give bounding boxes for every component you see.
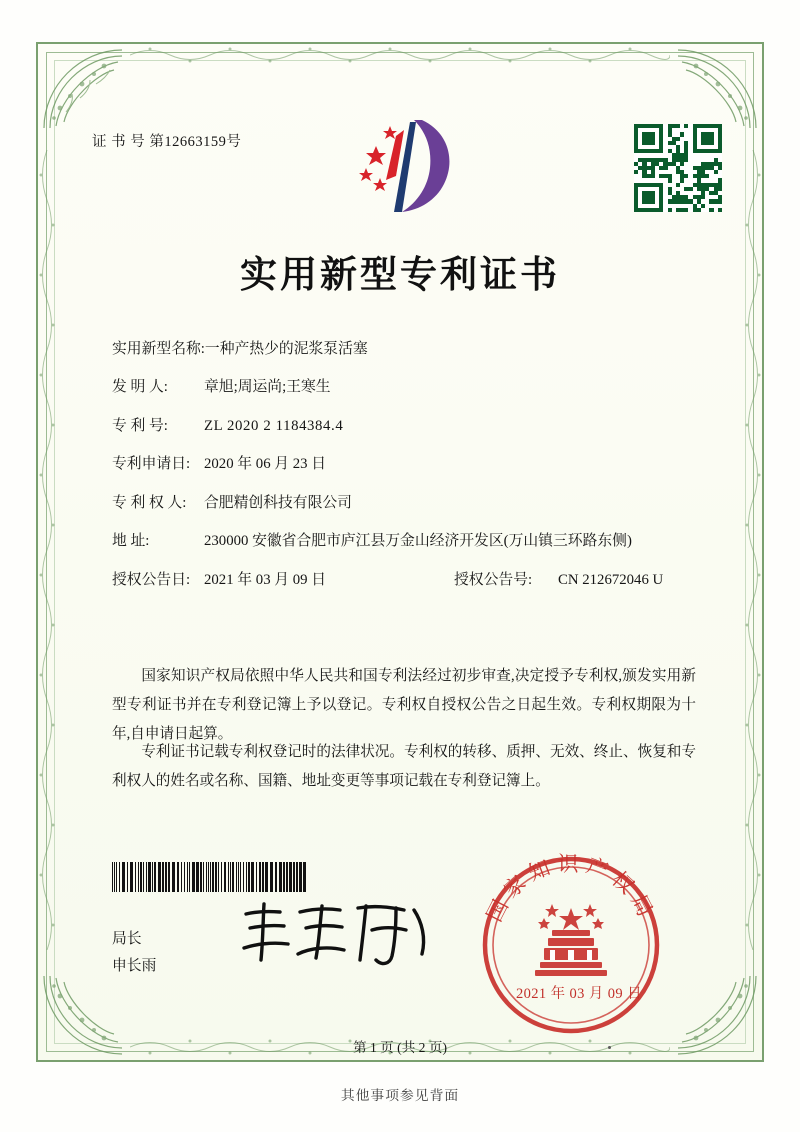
field-label: 地 址: (112, 533, 150, 550)
svg-text:国家知识产权局: 国家知识产权局 (482, 852, 660, 926)
field-label-announcement-number: 授权公告号: (454, 571, 533, 588)
handwritten-signature-icon (236, 898, 436, 970)
page-indicator: 第 1 页 (共 2 页) (352, 1040, 447, 1055)
signature-labels (112, 926, 156, 981)
commissioner-name: 申长雨 (112, 958, 157, 975)
field-list (112, 338, 712, 607)
field-label: 专 利 号: (112, 417, 168, 434)
legal-paragraph-1 (112, 662, 696, 750)
field-row-patentee (112, 492, 712, 515)
field-value-announcement-number: CN 212672046 U (558, 571, 664, 588)
field-row-announcement (112, 569, 712, 592)
cnipa-logo-icon (352, 114, 460, 218)
qr-code (634, 124, 722, 212)
page-title: 实用新型专利证书 (240, 252, 560, 296)
field-label: 专 利 权 人: (112, 494, 187, 511)
legal-paragraph-1-text: 国家知识产权局依照中华人民共和国专利法经过初步审查,决定授予专利权,颁发实用新型专利证书并在专利登记簿上予以登记。专利权自授权公告之日起生效。专利权期限为十年,自申请日起算。 (112, 668, 696, 743)
corner-ornament-icon (40, 46, 126, 132)
field-value: 合肥精创科技有限公司 (204, 494, 352, 511)
field-value: 一种产热少的泥浆泵活塞 (204, 341, 368, 357)
field-label: 专利申请日: (112, 456, 191, 473)
field-label-announcement-date: 授权公告日: (112, 571, 191, 588)
field-row-inventors (112, 376, 712, 399)
field-value: 章旭;周运尚;王寒生 (204, 379, 331, 396)
field-label: 发 明 人: (112, 379, 168, 396)
field-row-application-date (112, 453, 712, 476)
corner-ornament-icon (674, 46, 760, 132)
barcode (112, 862, 308, 892)
legal-paragraph-2 (112, 738, 696, 796)
field-row-address (112, 530, 712, 553)
official-seal (478, 852, 664, 1038)
commissioner-title: 局长 (112, 931, 142, 947)
legal-paragraph-2-text: 专利证书记载专利权登记时的法律状况。专利权的转移、质押、无效、终止、恢复和专利权人的姓名或名称、国籍、地址变更等事项记载在专利登记簿上。 (112, 744, 696, 790)
field-value: 230000 安徽省合肥市庐江县万金山经济开发区(万山镇三环路东侧) (204, 533, 632, 550)
field-row-patent-number (112, 415, 712, 438)
field-value: 2020 年 06 月 23 日 (204, 456, 327, 473)
seal-date: 2021 年 03 月 09 日 (515, 986, 643, 1002)
certificate-number: 证 书 号 第12663159号 (92, 134, 242, 150)
field-row-utility-model-name (112, 338, 712, 361)
field-value: ZL 2020 2 1184384.4 (204, 417, 344, 434)
field-value-announcement-date: 2021 年 03 月 09 日 (204, 571, 327, 588)
field-label: 实用新型名称: (112, 341, 205, 357)
border-vine-top (130, 44, 670, 66)
qr-code-modules (634, 124, 722, 212)
footer-note: 其他事项参见背面 (340, 1088, 460, 1103)
